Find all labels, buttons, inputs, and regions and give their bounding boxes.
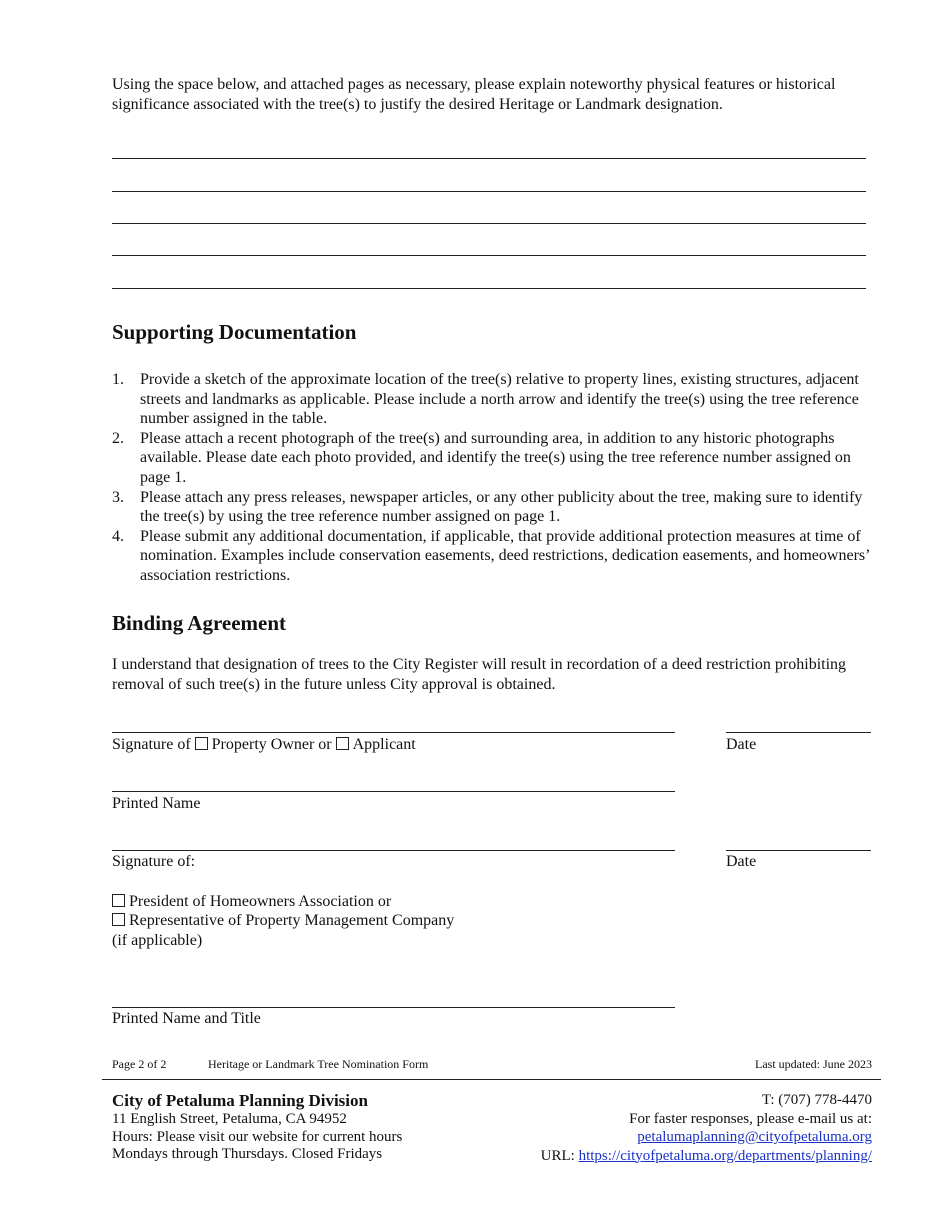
property-management-checkbox[interactable] (112, 913, 125, 926)
explanation-line-3[interactable] (112, 223, 866, 224)
list-item (112, 488, 872, 527)
hoa-president-checkbox[interactable] (112, 894, 125, 907)
url-label: URL: (540, 1147, 575, 1164)
list-item-number: 2. (112, 429, 124, 447)
email-link[interactable]: petalumaplanning@cityofpetaluma.org (637, 1129, 872, 1145)
owner-signature-line[interactable] (112, 732, 675, 733)
list-item-text: Provide a sketch of the approximate location of the tree(s) relative to property lines, existing structures, adjacent streets and landmarks as applicable. Please include a north arrow and identify the tree(s) using the tree reference number assigned in the table. (140, 371, 859, 428)
association-signature-label: Signature of: (112, 853, 196, 870)
list-item (112, 370, 872, 429)
phone: T: (707) 778-4470 (761, 1092, 872, 1108)
contact-info (112, 1091, 402, 1164)
list-item-text: Please attach a recent photograph of the tree(s) and surrounding area, in addition to any historic photographs available. Please date each photo provided, and identify the tree(s) using the tree reference number assigned on page 1. (140, 429, 851, 486)
email-prompt: For faster responses, please e-mail us at: (629, 1110, 872, 1127)
printed-name-title-line[interactable] (112, 1007, 675, 1008)
applicant-label: Applicant (352, 736, 416, 753)
owner-date-label: Date (726, 736, 757, 753)
explanation-line-4[interactable] (112, 255, 866, 256)
website-link[interactable]: https://cityofpetaluma.org/departments/planning/ (578, 1147, 872, 1164)
list-item (112, 527, 872, 586)
hoa-president-label: President of Homeowners Association or (129, 893, 392, 910)
property-owner-label: Property Owner or (211, 736, 332, 753)
contact-details (541, 1091, 872, 1165)
hours-line-2: Mondays through Thursdays. Closed Fridays (112, 1146, 383, 1162)
association-signature-line[interactable] (112, 850, 675, 851)
owner-signature-label (112, 735, 416, 755)
printed-name-label: Printed Name (112, 795, 201, 812)
list-item-text: Please submit any additional documentation, if applicable, that provide additional protection measures at time of nomination. Examples include conservation easements, deed restrictions, dedication easements, and homeowners’ association restrictions. (140, 527, 870, 584)
association-date-line[interactable] (726, 850, 871, 851)
printed-name-title-label: Printed Name and Title (112, 1010, 261, 1027)
org-name: City of Petaluma Planning Division (112, 1091, 368, 1110)
binding-agreement-heading: Binding Agreement (112, 611, 287, 635)
if-applicable-note: (if applicable) (112, 932, 203, 949)
list-item-number: 4. (112, 527, 124, 545)
hours-line-1: Hours: Please visit our website for current hours (112, 1128, 403, 1145)
list-item-text: Please attach any press releases, newspaper articles, or any other publicity about the tree, making sure to identify the tree(s) by using the tree reference number assigned on page 1. (140, 488, 863, 526)
page-number: Page 2 of 2 (112, 1057, 167, 1071)
hoa-option (112, 892, 391, 912)
address: 11 English Street, Petaluma, CA 94952 (112, 1111, 347, 1127)
form-name: Heritage or Landmark Tree Nomination Form (208, 1057, 429, 1071)
association-date-label: Date (726, 853, 757, 870)
pm-option (112, 911, 454, 931)
printed-name-line[interactable] (112, 791, 675, 792)
supporting-documentation-list (112, 370, 872, 586)
supporting-documentation-heading: Supporting Documentation (112, 320, 357, 344)
list-item-number: 3. (112, 488, 124, 506)
signature-prefix: Signature of (112, 736, 191, 753)
property-management-label: Representative of Property Management Company (129, 912, 455, 929)
owner-date-line[interactable] (726, 732, 871, 733)
explanation-line-5[interactable] (112, 288, 866, 289)
explanation-line-2[interactable] (112, 191, 866, 192)
last-updated: Last updated: June 2023 (755, 1057, 872, 1071)
binding-agreement-text: I understand that designation of trees to the City Register will result in recordation of a deed restriction prohibiting removal of such tree(s) in the future unless City approval is obtained. (112, 656, 847, 693)
property-owner-checkbox[interactable] (195, 737, 208, 750)
list-item (112, 429, 872, 488)
intro-instructions: Using the space below, and attached pages as necessary, please explain noteworthy physical features or historical significance associated with the tree(s) to justify the desired Heritage or Landmark designation. (112, 76, 836, 113)
list-item-number: 1. (112, 371, 124, 388)
footer-divider (102, 1079, 881, 1080)
applicant-checkbox[interactable] (336, 737, 349, 750)
explanation-line-1[interactable] (112, 158, 866, 159)
